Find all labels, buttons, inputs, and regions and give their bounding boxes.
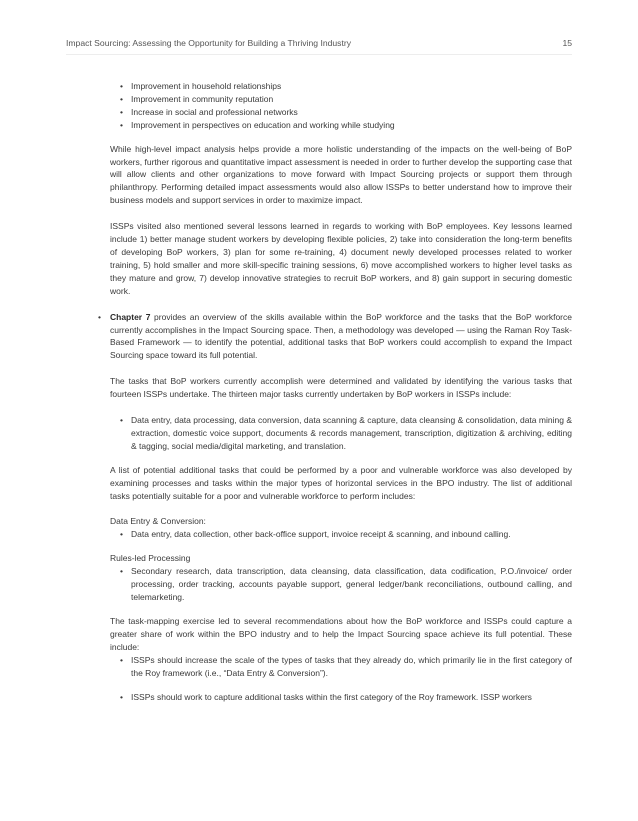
impact-analysis-paragraph: While high-level impact analysis helps provide a more holistic understanding of the impacts on the well-being of BoP workers, further rigorous and quantitative impact assessment is needed in order to further develop the supporting case that will allow clients and other organizations to move forward with Impact Sourcing projects or support them through philanthropy. Performing detailed impact assessments would also allow ISSPs to better understand how to improve their business models and support services in order to maximize impact.: [110, 143, 572, 206]
list-item: • Improvement in community reputation: [131, 93, 572, 106]
list-item: • ISSPs should increase the scale of the types of tasks that they already do, which primarily lie in the first category of the Roy framework (i.e., “Data Entry & Conversion”).: [131, 654, 572, 680]
running-header-title: Impact Sourcing: Assessing the Opportunity for Building a Thriving Industry: [66, 38, 352, 48]
header-divider: [66, 54, 572, 55]
page-body: [0, 80, 638, 716]
data-entry-bullet-list: [0, 528, 638, 541]
list-item: • Improvement in household relationships: [131, 80, 572, 93]
tasks-bullet-list: [0, 414, 638, 453]
chapter-7-label: Chapter 7: [110, 311, 151, 322]
additional-tasks-paragraph: A list of potential additional tasks that could be performed by a poor and vulnerable workforce was also developed by examining processes and tasks within the major types of horizontal services in the BPO industry. The list of additional tasks potentially suitable for a poor and vulnerable workforce to perform includes:: [110, 464, 572, 501]
list-item: • ISSPs should work to capture additional tasks within the first category of the Roy framework. ISSP workers: [131, 691, 572, 704]
page-number: 15: [562, 38, 572, 48]
list-item: • Secondary research, data transcription, data cleansing, data classification, data codification, P.O./invoice/ order processing, order tracking, accounts payable support, general ledger/bank reconciliations, outbound calling, and telemarketing.: [131, 565, 572, 604]
list-item: • Increase in social and professional networks: [131, 106, 572, 119]
chapter-7-summary: [0, 311, 638, 363]
rules-led-bullet-list: [0, 565, 638, 604]
lessons-learned-paragraph: ISSPs visited also mentioned several lessons learned in regards to working with BoP employees. Key lessons learned include 1) better manage student workers by developing flexible policies, 2) take into consideration the long-term benefits of developing BoP workers, 3) plan for some re-training, 4) document newly developed processes related to worker training, 5) hold smaller and more skill-specific training sessions, 6) move accomplished workers to higher level tasks as they mature and grow, 7) develop innovative strategies to recruit BoP workers, and 8) gain support in securing domestic work.: [110, 221, 572, 296]
list-item: • Data entry, data collection, other back-office support, invoice receipt & scanning, and inbound calling.: [131, 528, 572, 541]
task-mapping-paragraph: The task-mapping exercise led to several recommendations about how the BoP workforce and ISSPs could capture a greater share of work within the BPO industry and to help the Impact Sourcing space achieve its full potential. These include:: [110, 615, 572, 652]
rules-led-heading: Rules-led Processing: [110, 553, 191, 564]
data-entry-heading: Data Entry & Conversion:: [110, 516, 206, 527]
list-item: • Improvement in perspectives on education and working while studying: [131, 119, 572, 132]
recommendations-bullet-list: [0, 654, 638, 705]
chapter-7-text: provides an overview of the skills available within the BoP workforce and the tasks that the BoP workforce currently accomplishes in the Impact Sourcing space. Then, a methodology was developed — using the Raman Roy Task-Based Framework — to identify the potential, additional tasks that BoP workers could accomplish to expand the Impact Sourcing space toward its full potential.: [110, 311, 572, 361]
tasks-paragraph: The tasks that BoP workers currently accomplish were determined and validated by identifying the various tasks that fourteen ISSPs undertake. The thirteen major tasks currently undertaken by BoP workers in ISSPs include:: [110, 376, 572, 400]
impact-bullet-list: [0, 80, 638, 132]
list-item: • Data entry, data processing, data conversion, data scanning & capture, data cleansing & consolidation, data mining & extraction, domestic voice support, documents & records management, transcription, digitization & archiving, editing & tagging, social media/digital marketing, and translation.: [131, 414, 572, 453]
